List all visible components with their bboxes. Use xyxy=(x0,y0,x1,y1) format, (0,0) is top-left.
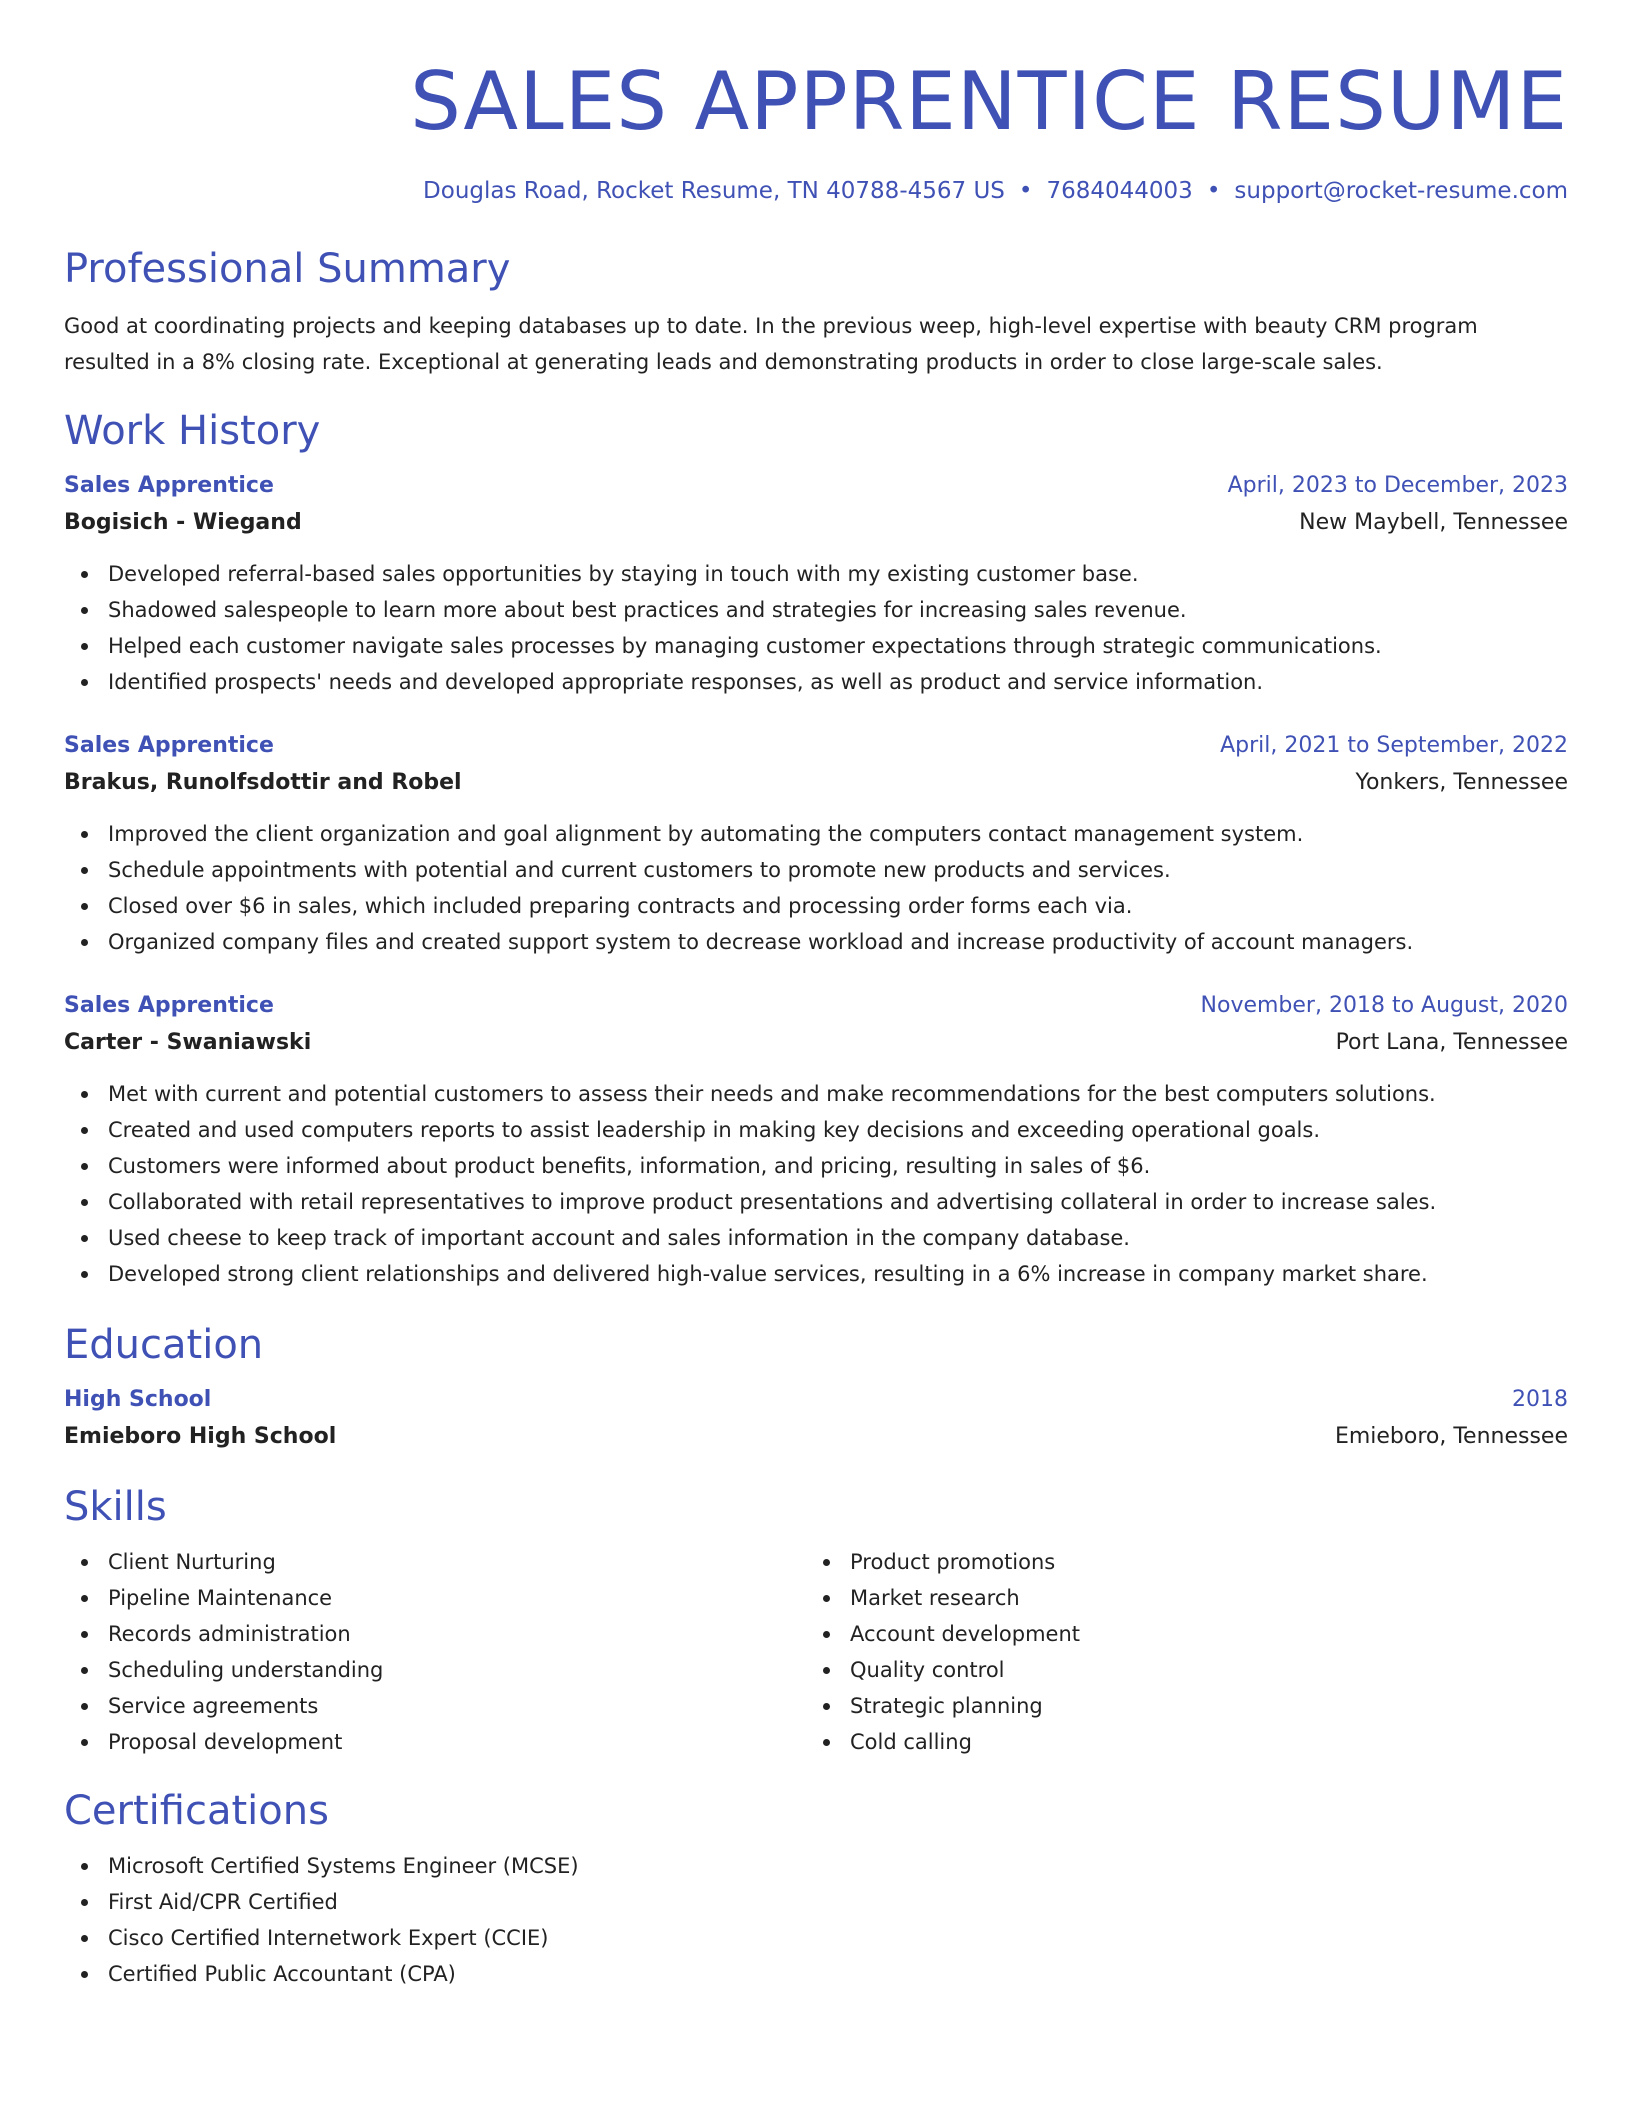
job-bullet: Helped each customer navigate sales processes by managing customer expectations through strategic communications. xyxy=(64,628,1568,664)
skills-columns xyxy=(64,1544,1568,1760)
job-title: Sales Apprentice xyxy=(64,993,274,1018)
skill-item: Client Nurturing xyxy=(64,1544,806,1580)
job-bullet: Created and used computers reports to assist leadership in making key decisions and exceeding operational goals. xyxy=(64,1112,1568,1148)
education-school-row xyxy=(64,1418,1568,1456)
skill-item: Market research xyxy=(806,1580,1548,1616)
education-header-row xyxy=(64,1382,1568,1418)
certification-item: Certified Public Accountant (CPA) xyxy=(64,1956,1568,1992)
job-bullet: Identified prospects' needs and developed appropriate responses, as well as product and service information. xyxy=(64,664,1568,700)
job-bullets xyxy=(64,1076,1568,1292)
education-location: Emieboro, Tennessee xyxy=(1334,1424,1568,1449)
skill-item: Records administration xyxy=(64,1616,806,1652)
skills-column-left xyxy=(64,1544,806,1760)
job-company-row xyxy=(64,764,1568,802)
contact-separator: • xyxy=(1206,178,1221,204)
skill-item: Product promotions xyxy=(806,1544,1548,1580)
job-bullets xyxy=(64,816,1568,960)
job-dates: November, 2018 to August, 2020 xyxy=(1200,993,1568,1018)
summary-heading: Professional Summary xyxy=(64,246,511,292)
certification-item: Microsoft Certified Systems Engineer (MCSE) xyxy=(64,1848,1568,1884)
job-company-row xyxy=(64,1024,1568,1062)
job-bullet: Developed referral-based sales opportunities by staying in touch with my existing customer base. xyxy=(64,556,1568,592)
job-bullet: Developed strong client relationships and delivered high-value services, resulting in a 6% increase in company market share. xyxy=(64,1256,1568,1292)
skills-list-right xyxy=(806,1544,1548,1760)
job-bullet: Collaborated with retail representatives to improve product presentations and advertising collateral in order to increase sales. xyxy=(64,1184,1568,1220)
certification-item: First Aid/CPR Certified xyxy=(64,1884,1568,1920)
certifications-heading: Certifications xyxy=(64,1788,329,1834)
job-bullet: Organized company files and created support system to decrease workload and increase productivity of account managers. xyxy=(64,924,1568,960)
education-heading: Education xyxy=(64,1322,264,1368)
job-bullets xyxy=(64,556,1568,700)
job-bullet: Improved the client organization and goal alignment by automating the computers contact management system. xyxy=(64,816,1568,852)
job-location: Port Lana, Tennessee xyxy=(1335,1030,1568,1055)
job-company: Carter - Swaniawski xyxy=(64,1030,312,1055)
job-company: Bogisich - Wiegand xyxy=(64,510,302,535)
skills-column-right xyxy=(806,1544,1548,1760)
skill-item: Account development xyxy=(806,1616,1548,1652)
education-entry xyxy=(64,1382,1568,1456)
job-bullet: Closed over $6 in sales, which included preparing contracts and processing order forms each via. xyxy=(64,888,1568,924)
resume-title: SALES APPRENTICE RESUME xyxy=(410,55,1568,148)
job-company-row xyxy=(64,504,1568,542)
skill-item: Cold calling xyxy=(806,1724,1548,1760)
education-degree: High School xyxy=(64,1387,212,1412)
job-bullet: Shadowed salespeople to learn more about best practices and strategies for increasing sales revenue. xyxy=(64,592,1568,628)
skill-item: Service agreements xyxy=(64,1688,806,1724)
job-dates: April, 2021 to September, 2022 xyxy=(1220,733,1568,758)
skill-item: Quality control xyxy=(806,1652,1548,1688)
summary-text: Good at coordinating projects and keeping databases up to date. In the previous weep, high-level expertise with beauty CRM program resulted in a 8% closing rate. Exceptional at generating leads and demonstrating products in order to close large-scale sales. xyxy=(64,314,1478,374)
skill-item: Scheduling understanding xyxy=(64,1652,806,1688)
contact-address: Douglas Road, Rocket Resume, TN 40788-4567 US xyxy=(423,178,1005,204)
contact-email: support@rocket-resume.com xyxy=(1234,178,1568,204)
job-location: Yonkers, Tennessee xyxy=(1355,770,1568,795)
job-header-row xyxy=(64,468,1568,504)
job-bullet: Met with current and potential customers to assess their needs and make recommendations for the best computers solutions. xyxy=(64,1076,1568,1112)
job-title: Sales Apprentice xyxy=(64,733,274,758)
job-title: Sales Apprentice xyxy=(64,473,274,498)
education-year: 2018 xyxy=(1512,1387,1568,1412)
job-entry xyxy=(64,988,1568,1292)
contact-line xyxy=(64,176,1568,206)
certification-item: Cisco Certified Internetwork Expert (CCIE) xyxy=(64,1920,1568,1956)
job-entry xyxy=(64,728,1568,960)
skill-item: Strategic planning xyxy=(806,1688,1548,1724)
job-entry xyxy=(64,468,1568,700)
contact-phone: 7684044003 xyxy=(1046,178,1193,204)
job-bullet: Used cheese to keep track of important account and sales information in the company database. xyxy=(64,1220,1568,1256)
skills-list-left xyxy=(64,1544,806,1760)
job-bullet: Schedule appointments with potential and current customers to promote new products and services. xyxy=(64,852,1568,888)
job-location: New Maybell, Tennessee xyxy=(1299,510,1568,535)
skill-item: Pipeline Maintenance xyxy=(64,1580,806,1616)
resume-page xyxy=(64,0,1568,1992)
work-history-heading: Work History xyxy=(64,408,321,454)
certifications-list xyxy=(64,1848,1568,1992)
job-bullet: Customers were informed about product benefits, information, and pricing, resulting in sales of $6. xyxy=(64,1148,1568,1184)
contact-separator: • xyxy=(1018,178,1033,204)
job-header-row xyxy=(64,988,1568,1024)
job-dates: April, 2023 to December, 2023 xyxy=(1227,473,1568,498)
job-company: Brakus, Runolfsdottir and Robel xyxy=(64,770,462,795)
education-school: Emieboro High School xyxy=(64,1424,337,1449)
job-header-row xyxy=(64,728,1568,764)
skills-heading: Skills xyxy=(64,1484,167,1530)
skill-item: Proposal development xyxy=(64,1724,806,1760)
